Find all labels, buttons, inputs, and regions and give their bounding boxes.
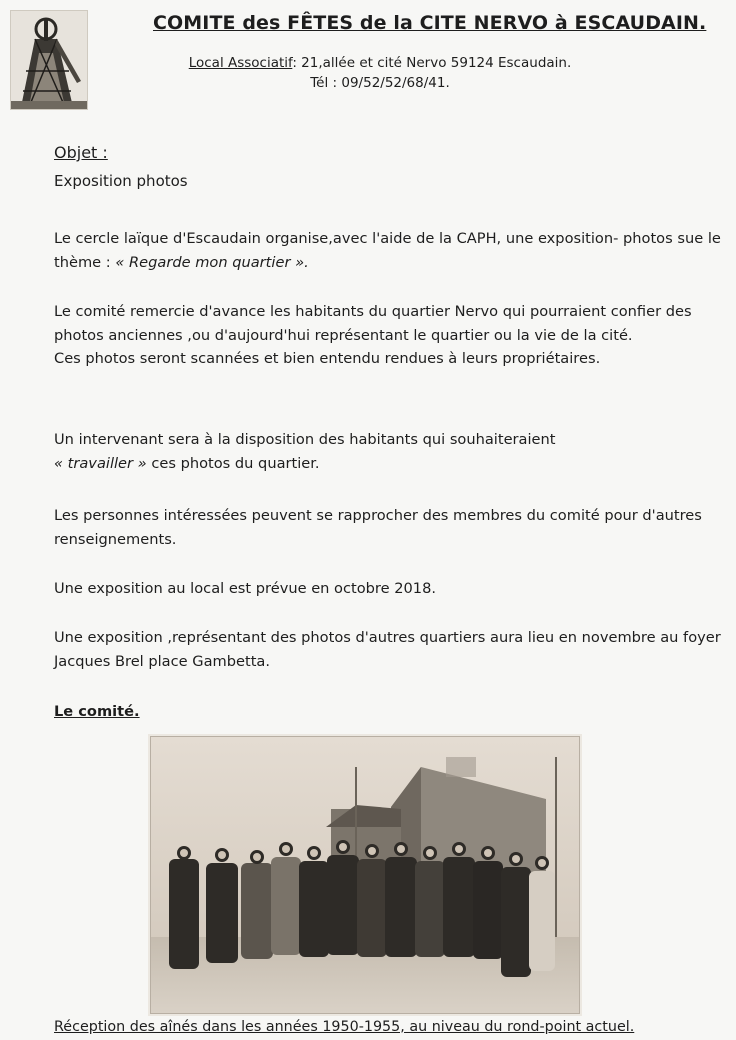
- page-title: COMITE des FÊTES de la CITE NERVO à ESCAUDAIN.: [153, 12, 707, 34]
- p1-text: Le cercle laïque d'Escaudain organise,avec l'aide de la CAPH, une exposition- photos sue le thème :: [54, 230, 721, 271]
- p3-text-2: ces photos du quartier.: [146, 454, 320, 472]
- paragraph-facilitator: [54, 428, 724, 475]
- paragraph-local-exhibition: Une exposition au local est prévue en octobre 2018.: [54, 580, 437, 597]
- mine-headframe-logo: [10, 10, 88, 110]
- paragraph-contact: Les personnes intéressées peuvent se rapprocher des membres du comité pour d'autres renseignements.: [54, 507, 702, 548]
- p2-text-2: Ces photos seront scannées et bien entendu rendues à leurs propriétaires.: [54, 350, 601, 368]
- subject-text: Exposition photos: [54, 172, 188, 190]
- paragraph-exhibition-intro: [54, 227, 724, 274]
- p3-quote: « travailler »: [54, 454, 147, 472]
- p3-text: Un intervenant sera à la disposition des habitants qui souhaiteraient: [54, 431, 556, 448]
- address-label: Local Associatif: [188, 55, 293, 71]
- p1-theme: « Regarde mon quartier ».: [115, 253, 309, 271]
- paragraph-photo-request: [54, 300, 724, 371]
- group-photo-image: [151, 737, 579, 1013]
- subject-label: Objet :: [54, 143, 108, 162]
- p2-text: Le comité remercie d'avance les habitants du quartier Nervo qui pourraient confier des photos anciennes ,ou d'aujourd'hui représentant le quartier ou la vie de la cité.: [54, 303, 692, 344]
- address-text: : 21,allée et cité Nervo 59124 Escaudain.: [292, 55, 572, 71]
- paragraph-other-exhibition: Une exposition ,représentant des photos d'autres quartiers aura lieu en novembre au foyer Jacques Brel place Gambetta.: [54, 629, 721, 670]
- historic-group-photo: [150, 736, 580, 1014]
- association-address: [120, 53, 640, 93]
- signature: Le comité.: [54, 703, 140, 720]
- headframe-icon: [11, 11, 87, 109]
- phone-number: Tél : 09/52/52/68/41.: [310, 75, 450, 91]
- photo-caption: Réception des aînés dans les années 1950-1955, au niveau du rond-point actuel.: [54, 1019, 635, 1035]
